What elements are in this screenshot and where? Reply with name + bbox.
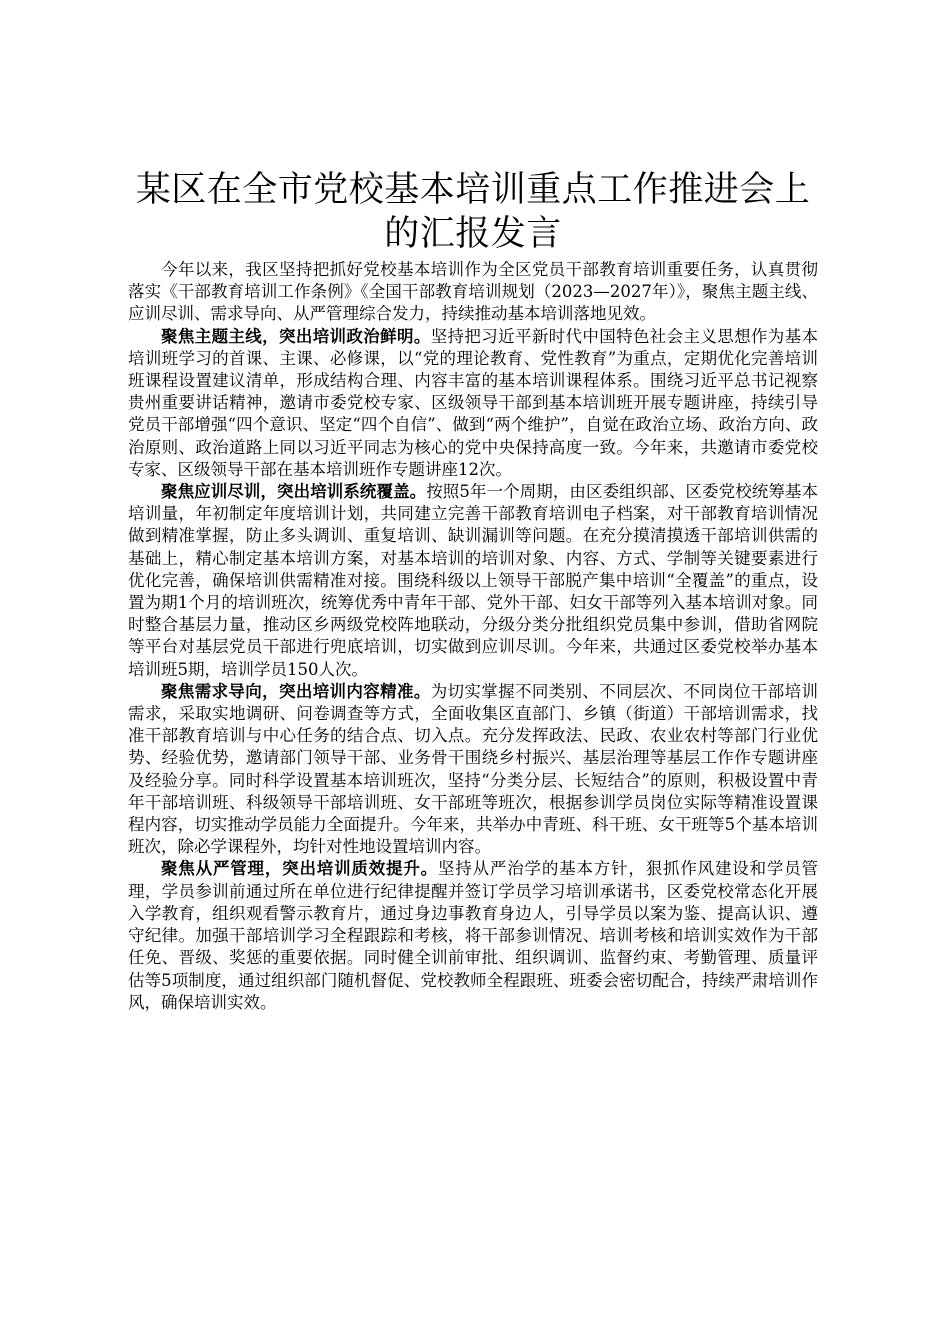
section-body-3: 为切实掌握不同类别、不同层次、不同岗位干部培训需求，采取实地调研、问卷调查等方式，全面收集区直部门、乡镇（街道）干部培训需求，找准干部教育培训与中心任务的结合点、切入点。充分发挥政法、民政、农业农村等部门行业优势、经验优势，邀请部门领导干部、业务骨干围绕乡村振兴、基层治理等基层工作作专题讲座及经验分享。同时科学设置基本培训班次，坚持“分类分层、长短结合”的原则，积极设置中青年干部培训班、科级领导干部培训班、女干部班等班次，根据参训学员岗位实际等精准设置课程内容，切实推动学员能力全面提升。今年来，共举办中青班、科干班、女干班等5个基本培训班次，除必学课程外，均针对性地设置培训内容。 [128,681,819,857]
section-body-1: 坚持把习近平新时代中国特色社会主义思想作为基本培训班学习的首课、主课、必修课，以“党的理论教育、党性教育”为重点，定期优化完善培训班课程设置建议清单，形成结构合理、内容丰富的基本培训课程体系。围绕习近平总书记视察贵州重要讲话精神，邀请市委党校专家、区级领导干部到基本培训班开展专题讲座，持续引导党员干部增强“四个意识、坚定“四个自信”、做到“两个维护”，自觉在政治立场、政治方向、政治原则、政治道路上同以习近平同志为核心的党中央保持高度一致。今年来，共邀请市委党校专家、区级领导干部在基本培训班作专题讲座12次。 [128,326,819,479]
section-paragraph-4 [128,858,818,1013]
section-heading-3: 聚焦需求导向，突出培训内容精准。 [161,681,431,701]
section-body-2: 按照5年一个周期，由区委组织部、区委党校统筹基本培训量，年初制定年度培训计划，共同建立完善干部教育培训电子档案，对干部教育培训情况做到精准掌握，防止多头调训、重复培训、缺训漏训等问题。在充分摸清摸透干部培训供需的基础上，精心制定基本培训方案，对基本培训的培训对象、内容、方式、学制等关键要素进行优化完善，确保培训供需精准对接。围绕科级以上领导干部脱产集中培训“全覆盖”的重点，设置为期1个月的培训班次，统筹优秀中青年干部、党外干部、妇女干部等列入基本培训对象。同时整合基层力量，推动区乡两级党校阵地联动，分级分类分批组织党员集中参训，借助省网院等平台对基层党员干部进行兜底培训，切实做到应训尽训。今年来，共通过区委党校举办基本培训班5期，培训学员150人次。 [128,482,819,679]
section-paragraph-2 [128,481,818,681]
section-heading-2: 聚焦应训尽训，突出培训系统覆盖。 [161,482,427,502]
section-body-4: 坚持从严治学的基本方针，狠抓作风建设和学员管理，学员参训前通过所在单位进行纪律提醒并签订学员学习培训承诺书，区委党校常态化开展入学教育，组织观看警示教育片，通过身边事教育身边人，引导学员以案为鉴、提高认识、遵守纪律。加强干部培训学习全程跟踪和考核，将干部参训情况、培训考核和培训实效作为干部任免、晋级、奖惩的重要依据。同时健全训前审批、组织调训、监督约束、考勤管理、质量评估等5项制度，通过组织部门随机督促、党校教师全程跟班、班委会密切配合，持续严肃培训作风，确保培训实效。 [128,859,819,1012]
section-heading-4: 聚焦从严管理，突出培训质效提升。 [161,859,438,879]
intro-paragraph: 今年以来，我区坚持把抓好党校基本培训作为全区党员干部教育培训重要任务，认真贯彻落实《干部教育培训工作条例》《全国干部教育培训规划（2023—2027年）》，聚焦主题主线、应训尽训、需求导向、从严管理综合发力，持续推动基本培训落地见效。 [128,260,818,324]
section-paragraph-1 [128,326,818,481]
section-heading-1: 聚焦主题主线，突出培训政治鲜明。 [161,326,431,346]
document-title: 某区在全市党校基本培训重点工作推进会上的汇报发言 [135,170,811,254]
document-page [128,168,818,1014]
section-paragraph-3 [128,681,818,859]
